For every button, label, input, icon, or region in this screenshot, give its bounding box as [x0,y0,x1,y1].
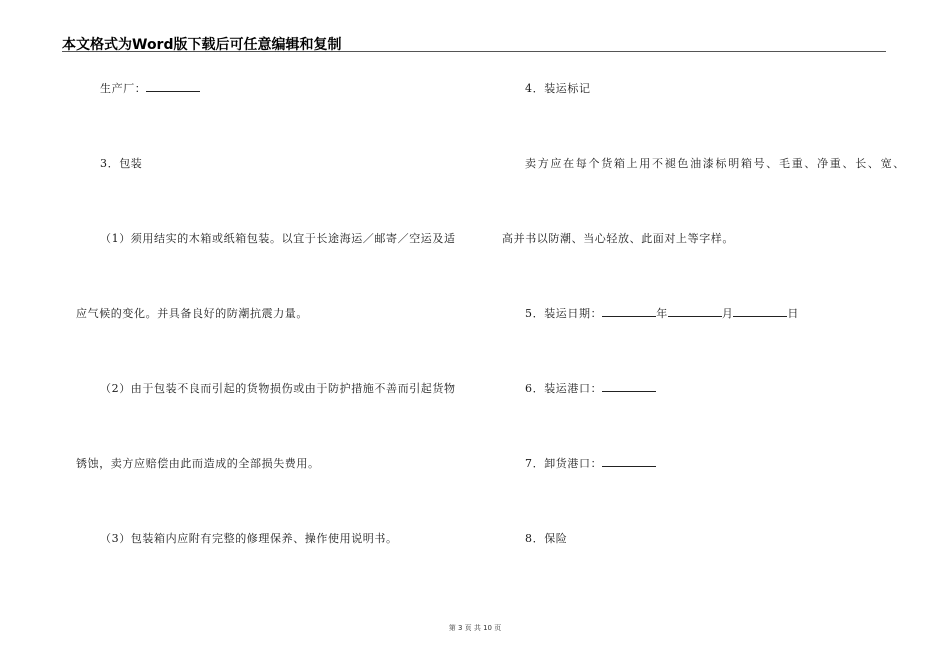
month-label: 月 [721,307,734,320]
page-number-footer: 第 3 页 共 10 页 [448,624,502,632]
manufacturer-blank [146,81,200,92]
day-blank [733,306,787,317]
month-blank [668,306,722,317]
manufacturer-line [100,80,200,96]
year-blank [602,306,656,317]
year-label: 年 [656,307,668,320]
discharge-port-line [525,455,656,471]
discharge-port-label: 7．卸货港口： [525,457,603,470]
section-8-title: 8．保险 [525,532,568,545]
section-3-title: 3．包装 [100,157,143,170]
shipping-date-label: 5．装运日期： [525,307,603,320]
shipping-mark-line-2: 高并书以防潮、当心轻放、此面对上等字样。 [502,232,734,245]
day-label: 日 [787,307,800,320]
shipping-date-line [525,305,799,321]
manufacturer-label: 生产厂： [100,82,147,95]
document-header-title: 本文格式为Word版下载后可任意编辑和复制 [62,37,342,53]
packaging-item-1-line-1: （1）须用结实的木箱或纸箱包装。以宜于长途海运／邮寄／空运及适 [100,232,456,245]
shipping-mark-line-1: 卖方应在每个货箱上用不褪色油漆标明箱号、毛重、净重、长、宽、 [525,157,906,170]
packaging-item-2-line-2: 锈蚀，卖方应赔偿由此而造成的全部损失费用。 [76,457,320,470]
loading-port-label: 6．装运港口： [525,382,603,395]
section-4-title: 4．装运标记 [525,82,591,95]
packaging-item-2-line-1: （2）由于包装不良而引起的货物损伤或由于防护措施不善而引起货物 [100,382,456,395]
loading-port-blank [602,381,656,392]
discharge-port-blank [602,456,656,467]
packaging-item-3-line-1: （3）包装箱内应附有完整的修理保养、操作使用说明书。 [100,532,398,545]
loading-port-line [525,380,656,396]
header-divider [62,51,886,52]
packaging-item-1-line-2: 应气候的变化。并具备良好的防潮抗震力量。 [76,307,308,320]
